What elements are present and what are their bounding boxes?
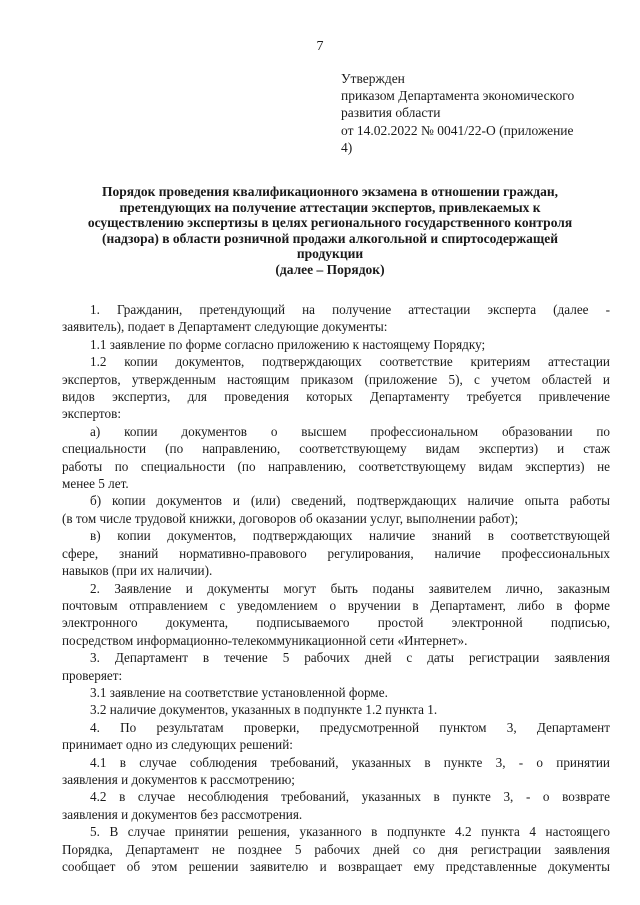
body-line: сообщает об этом решении заявителю и возвращает ему представленные документы (62, 859, 610, 874)
approval-line: развития области (341, 105, 441, 121)
body-line: заявитель), подает в Департамент следующие документы: (62, 319, 388, 335)
body-line: (в том числе трудовой книжки, договоров об оказании услуг, выполнении работ); (62, 510, 519, 526)
body-line: экспертов: (62, 406, 121, 422)
body-line: навыков (при их наличии). (62, 563, 213, 579)
body-line: заявления и документов к рассмотрению; (62, 771, 295, 787)
body-line: сфере, знаний нормативно-правового регулирования, наличие профессиональных (62, 545, 610, 561)
document-body (62, 301, 610, 875)
body-line: а) копии документов о высшем профессиональном образовании по (90, 423, 610, 439)
body-line: заявления и документов без рассмотрения. (62, 806, 303, 822)
body-line: в) копии документов, подтверждающих наличие знаний в соответствующей (90, 528, 610, 544)
title-line: претендующих на получение аттестации экспертов, привлекаемых к (119, 199, 541, 215)
body-line: почтовым отправлением с уведомлением о вручении в Департамент, либо в форме (62, 597, 610, 613)
body-line: проверяет: (62, 667, 123, 683)
approval-line: приказом Департамента экономического (341, 88, 575, 104)
body-line: 4. По результатам проверки, предусмотренной пунктом 3, Департамент (90, 719, 610, 735)
document-title (62, 184, 598, 278)
title-line: (надзора) в области розничной продажи алкогольной и спиртосодержащей (101, 230, 559, 246)
body-line: работы по специальности (по направлению, соответствующему видам экспертиз) не (62, 458, 610, 474)
body-line: 3.2 наличие документов, указанных в подпункте 1.2 пункта 1. (90, 702, 438, 718)
title-line: Порядок проведения квалификационного экзамена в отношении граждан, (101, 184, 559, 199)
body-line: б) копии документов и (или) сведений, подтверждающих наличие опыта работы (90, 493, 610, 509)
approval-line: от 14.02.2022 № 0041/22-О (приложение (341, 122, 574, 138)
body-line: 3. Департамент в течение 5 рабочих дней с даты регистрации заявления (90, 650, 610, 666)
approval-line: Утвержден (341, 71, 405, 86)
body-line: менее 5 лет. (62, 476, 129, 492)
body-line: 3.1 заявление на соответствие установленной форме. (90, 684, 388, 700)
body-line: 5. В случае принятии решения, указанного в подпункте 4.2 пункта 4 настоящего (90, 824, 610, 840)
body-line: 1.2 копии документов, подтверждающих соответствие критериям аттестации (90, 354, 610, 370)
body-line: 1. Гражданин, претендующий на получение аттестации эксперта (далее - (90, 302, 610, 317)
body-line: принимает одно из следующих решений: (62, 737, 293, 753)
body-line: Порядка, Департамент не позднее 5 рабочих дней со дня регистрации заявления (62, 841, 610, 857)
body-line: 4.1 в случае соблюдения требований, указанных в пункте 3, - о принятии (90, 754, 610, 770)
body-line: экспертов, утвержденным настоящим приказом (приложение 5), с учетом областей и (62, 371, 610, 387)
body-line: видов экспертиз, для проведения которых Департаменту требуется привлечение (62, 389, 610, 405)
body-line: посредством информационно-телекоммуникационной сети «Интернет». (62, 632, 468, 648)
body-line: электронного документа, подписываемого простой электронной подписью, (62, 615, 610, 631)
approval-block (341, 70, 611, 156)
title-line: (далее – Порядок) (275, 261, 385, 277)
body-line: 4.2 в случае несоблюдения требований, указанных в пункте 3, - о возврате (90, 789, 610, 805)
approval-line: 4) (341, 139, 353, 155)
body-line: специальности (по направлению, соответствующему видам экспертиз) и стаж (62, 441, 610, 457)
page-number: 7 (316, 39, 324, 54)
title-line: осуществлению экспертизы в целях регионального государственного контроля (87, 215, 573, 231)
body-line: 1.1 заявление по форме согласно приложению к настоящему Порядку; (90, 336, 486, 352)
body-line: 2. Заявление и документы могут быть поданы заявителем лично, заказным (90, 580, 610, 596)
title-line: продукции (296, 246, 364, 262)
